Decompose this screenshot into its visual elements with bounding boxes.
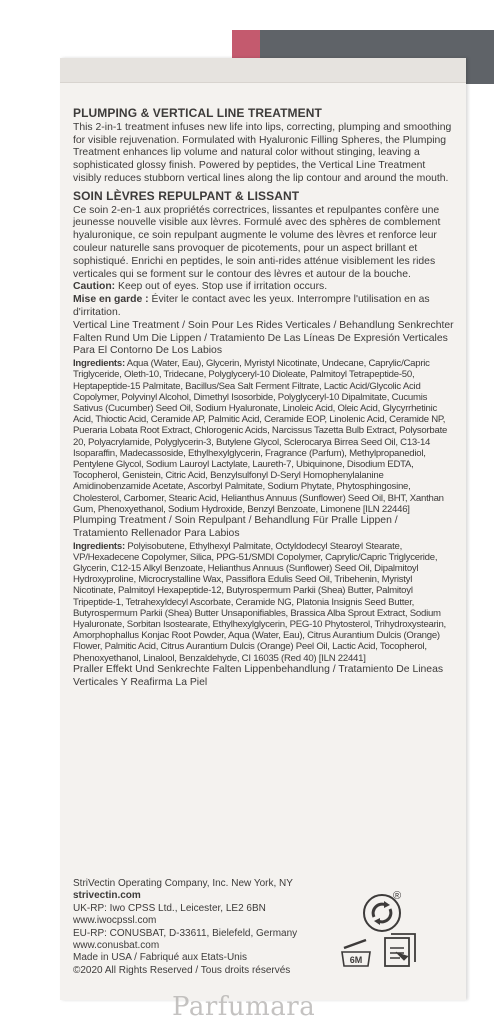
french-description: Ce soin 2-en-1 aux propriétés correctrices, lissantes et repulpantes confère une jeunesse nouvelle visible aux lèvres. Formulé avec des sphères de comblement hyaluronique, ce soin repulpant augmente le volume des lèvres et renforce leur couleur naturelle sans provoquer de picotements, pour un aspect brillant et sophistiqué. Enrichi en peptides, le soin anti-rides atténue visiblement les rides verticales qui se forment sur le contour des lèvres et autour de la bouche.: [73, 204, 441, 280]
vlt-ingredients-text: Aqua (Water, Eau), Glycerin, Myristyl Nicotinate, Undecane, Caprylic/Capric Triglyceride, Oleth-10, Tridecane, Polyglyceryl-10 Dioleate, Palmitoyl Tetrapeptide-50, Heptapeptide-15 Palmitate, Bacillus/Sea Salt Ferment Filtrate, Lactic Acid/Glycolic Acid Copolymer, Polyvinyl Alcohol, Dimethyl Isosorbide, Polyglyceryl-10 Dipalmitate, Cucumis Sativus (Cucumber) Seed Oil, Sodium Hyaluronate, Linoleic Acid, Oleic Acid, Glycyrrhetinic Acid, Thioctic Acid, Ceramide AP, Palmitic Acid, Ceramide EOP, Linolenic Acid, Ceramide NP, Pueraria Lobata Root Extract, Chlorogenic Acids, Narcissus Tazetta Bulb Extract, Polysorbate 20, Polyacrylamide, Polyglycerin-3, Butylene Glycol, Sclerocarya Birrea Seed Oil, C13-14 Isoparaffin, Madecassoside, Ethylhexylglycerin, Fragrance (Parfum), Methylpropanediol, Pentylene Glycol, Sodium Lauroyl Lactylate, Laureth-7, Ubiquinone, Disodium EDTA, Tocopherol, Genistein, Citric Acid, Benzylsulfonyl D-Seryl Homophenylalanine Amidinobenzamide Acetate, Ascorbyl Palmitate, Sodium Phytate, Phytosphingosine, Cholesterol, Carbomer, Stearic Acid, Helianthus Annuus (Sunflower) Seed Oil, BHT, Xanthan Gum, Phenoxyethanol, Sodium Hydroxide, Benzyl Benzoate, Limonene [ILN 22446]: [73, 358, 448, 515]
made-in: Made in USA / Fabriqué aux Etats-Unis: [73, 952, 247, 964]
refer-to-leaflet-icon: [382, 930, 420, 970]
caution-text: Keep out of eyes. Stop use if irritation occurs.: [118, 281, 328, 293]
vertical-line-ingredients: [73, 358, 455, 515]
mise-en-garde-line: [73, 294, 455, 320]
french-title: SOIN LÈVRES REPULPANT & LISSANT: [73, 188, 300, 203]
pao-label: 6M: [349, 955, 363, 965]
de-es-names: Praller Effekt Und Senkrechte Falten Lippenbehandlung / Tratamiento De Lineas Verticales Y Reafirma La Piel: [73, 663, 444, 688]
ingredients-label: Ingredients:: [73, 358, 125, 370]
registered-mark: ®: [393, 890, 402, 902]
copyright: ©2020 All Rights Reserved / Tous droits réservés: [73, 964, 291, 976]
english-description: This 2-in-1 treatment infuses new life into lips, correcting, plumping and smoothing for visible rejuvenation. Formulated with Hyaluronic Filling Spheres, the Plumping Treatment enhances lip volume and natural color without stinging, leaving a sophisticated glossy finish. Powered by peptides, the Vertical Line Treatment visibly reduces stubborn vertical lines along the lip contour and around the mouth.: [73, 121, 452, 184]
box-top-flap: [60, 58, 466, 83]
uk-rp: UK-RP: Iwo CPSS Ltd., Leicester, LE2 6BN: [73, 902, 266, 914]
uk-website: www.iwocpssl.com: [73, 915, 157, 927]
plumping-ingredients: [73, 541, 455, 664]
eu-website: www.conusbat.com: [73, 940, 160, 952]
mise-text: Éviter le contact avec les yeux. Interrompre l'utilisation en as d'irritation.: [73, 294, 430, 318]
english-title: PLUMPING & VERTICAL LINE TREATMENT: [73, 106, 322, 120]
company-address: [73, 878, 373, 977]
plumping-names: Plumping Treatment / Soin Repulpant / Behandlung Für Pralle Lippen / Tratamiento Rellenador Para Labios: [73, 514, 398, 539]
ingredients-label: Ingredients:: [73, 540, 125, 552]
caution-label: Caution:: [73, 281, 116, 293]
website-link: strivectin.com: [73, 890, 141, 902]
recycle-icon: [362, 893, 402, 933]
open-jar-icon: [338, 936, 374, 972]
company-name: StriVectin Operating Company, Inc. New York, NY: [73, 878, 293, 889]
mise-label: Mise en garde :: [73, 294, 149, 306]
eu-rp: EU-RP: CONUSBAT, D-33611, Bielefeld, Germany: [73, 927, 298, 939]
label-text-block: [73, 107, 455, 689]
caution-line: [73, 281, 455, 294]
vertical-line-names: Vertical Line Treatment / Soin Pour Les Rides Verticales / Behandlung Senkrechter Falten Rund Um Die Lippen / Tratamiento De Las Líneas De Expresión Verticales Para El Contorno De Los Labios: [73, 319, 454, 357]
watermark-text: Parfumara: [172, 992, 316, 1022]
pt-ingredients-text: Polyisobutene, Ethylhexyl Palmitate, Octyldodecyl Stearoyl Stearate, VP/Hexadecene Copolymer, Silica, PPG-51/SMDI Copolymer, Caprylic/Capric Triglyceride, Glycerin, C12-15 Alkyl Benzoate, Helianthus Annuus (Sunflower) Seed Oil, Dipalmitoyl Hydroxyproline, Microcrystalline Wax, Passiflora Edulis Seed Oil, Tribehenin, Myristyl Nicotinate, Palmitoyl Hexapeptide-12, Butyrospermum Parkii (Shea) Butter, Palmitoyl Tripeptide-1, Tetrahexyldecyl Ascorbate, Ceramide NG, Platonia Insignis Seed Butter, Butyrospermum Parkii (Shea) Butter Unsaponifiables, Brassica Alba Sprout Extract, Sodium Hyaluronate, Sorbitan Isostearate, Ethylhexylglycerin, PEG-10 Phytosterol, Trihydroxystearin, Amorphophallus Konjac Root Powder, Aqua (Water, Eau), Citrus Aurantium Dulcis (Orange) Flower, Palmitic Acid, Citrus Aurantium Dulcis (Orange) Peel Oil, Lactic Acid, Tocopherol, Phenoxyethanol, Linalool, Benzaldehyde, CI 16035 (Red 40) [ILN 22441]: [73, 540, 446, 664]
